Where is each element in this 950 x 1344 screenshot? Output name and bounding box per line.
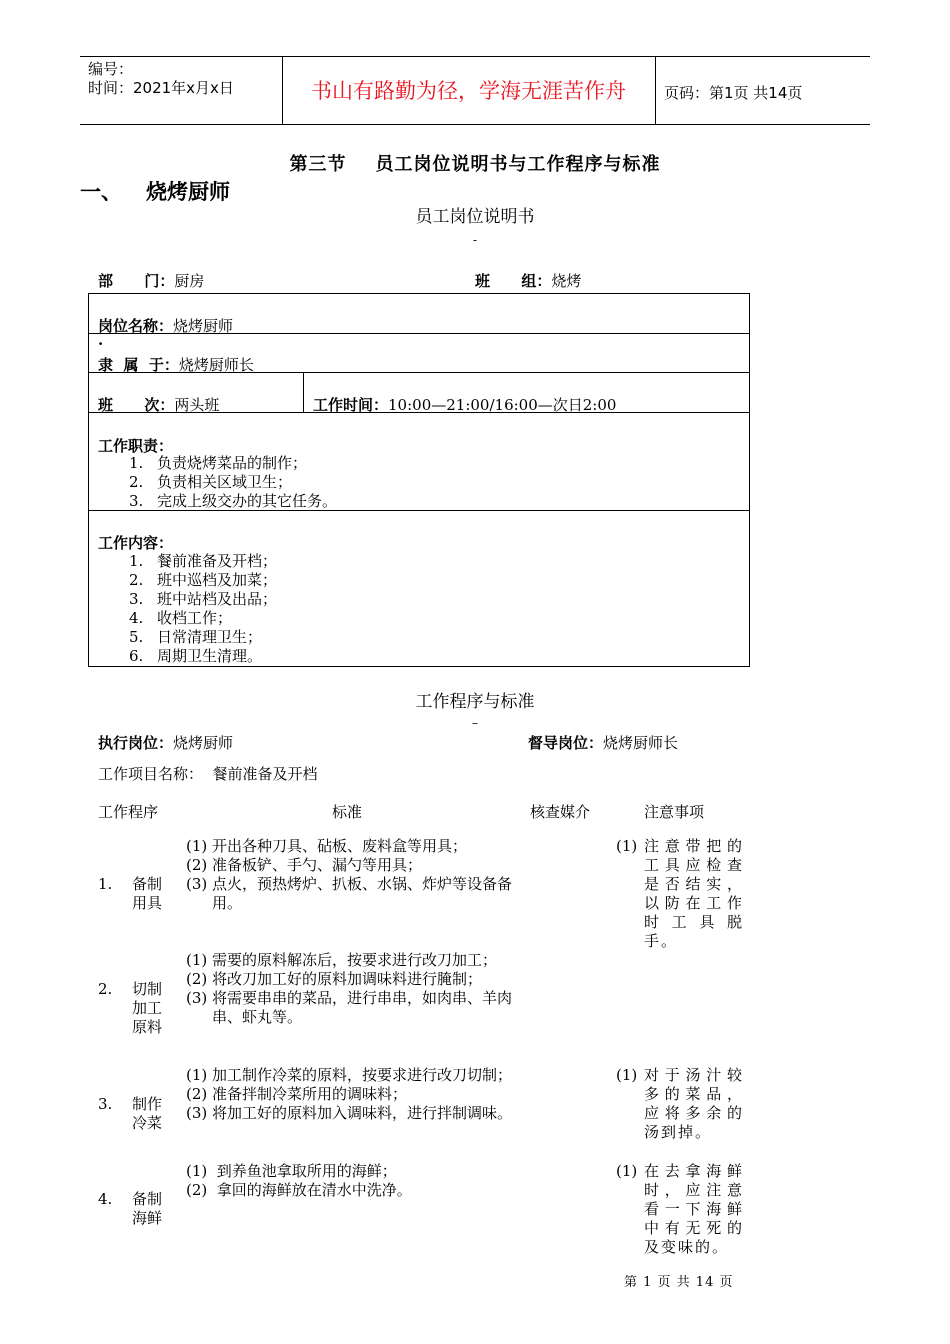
step-standards bbox=[186, 951, 516, 1027]
department-row bbox=[98, 270, 204, 291]
list-item: 2. 班中巡档及加菜； bbox=[129, 571, 278, 589]
list-item: (1) 到养鱼池拿取所用的海鲜； bbox=[186, 1162, 397, 1180]
list-item: 4. 收档工作； bbox=[129, 609, 233, 627]
exec-value: 烧烤厨师 bbox=[173, 734, 234, 752]
department-label: 部 门： bbox=[98, 272, 175, 290]
sub-heading-text: 烧烤厨师 bbox=[146, 180, 230, 204]
step-standards bbox=[186, 837, 516, 913]
header-divider bbox=[655, 56, 656, 124]
report-value: 烧烤厨师长 bbox=[178, 356, 254, 374]
table-cell-divider bbox=[303, 373, 304, 412]
header-page-number: 页码：第1页 共14页 bbox=[664, 84, 803, 102]
header-bottom-rule bbox=[80, 124, 870, 125]
page-footer: 第 1 页 共 14 页 bbox=[624, 1275, 734, 1290]
worktime-row bbox=[313, 394, 616, 415]
post-row bbox=[98, 315, 233, 336]
department-value: 厨房 bbox=[174, 272, 205, 290]
step-note: (1) 对于汤汁较多的菜品，应将多余的汤到掉。 bbox=[616, 1066, 744, 1141]
team-label: 班 组： bbox=[475, 272, 552, 290]
list-item: 6. 周期卫生清理。 bbox=[129, 647, 263, 665]
content-list bbox=[129, 552, 277, 666]
stray-dot: . bbox=[98, 331, 104, 349]
list-item: 3. 班中站档及出品； bbox=[129, 590, 278, 608]
shift-value: 两头班 bbox=[174, 396, 220, 414]
worktime-label: 工作时间： bbox=[313, 396, 389, 414]
step-name: 备制海鲜 bbox=[132, 1190, 163, 1227]
header-meta bbox=[88, 60, 234, 98]
step-number: 1. bbox=[98, 875, 113, 893]
step-standards bbox=[186, 1162, 516, 1200]
work-item-name: 工作项目名称： 餐前准备及开档 bbox=[98, 765, 318, 783]
list-item: 1. 餐前准备及开档； bbox=[129, 552, 278, 570]
team-row bbox=[475, 270, 581, 291]
list-item: (3) 将加工好的原料加入调味料，进行拌制调味。 bbox=[186, 1104, 513, 1122]
post-value: 烧烤厨师 bbox=[173, 317, 234, 335]
list-item: 3. 完成上级交办的其它任务。 bbox=[129, 492, 338, 510]
col-header-notes: 注意事项 bbox=[644, 803, 705, 821]
header-motto: 书山有路勤为径，学海无涯苦作舟 bbox=[311, 79, 626, 103]
list-item: (1) 开出各种刀具、砧板、废料盒等用具； bbox=[186, 837, 468, 855]
list-item: (2) 将改刀加工好的原料加调味料进行腌制； bbox=[186, 970, 483, 988]
list-item: 1. 负责烧烤菜品的制作； bbox=[129, 454, 308, 472]
list-item: (3) 点火，预热烤炉、扒板、水锅、炸炉等设备备用。 bbox=[186, 875, 513, 912]
step-name: 制作冷菜 bbox=[132, 1095, 163, 1132]
header-number: 编号： bbox=[88, 60, 134, 78]
exec-position bbox=[98, 732, 233, 753]
step-number: 2. bbox=[98, 980, 113, 998]
procedure-title: 工作程序与标准 bbox=[415, 692, 535, 712]
col-header-check-media: 核查媒介 bbox=[530, 803, 591, 821]
job-info-table bbox=[88, 293, 750, 667]
title-dash: – bbox=[472, 716, 478, 730]
step-note: (1) 注意带把的工具应检查是否结实，以防在工作时工具脱手。 bbox=[616, 837, 744, 950]
list-item: 5. 日常清理卫生； bbox=[129, 628, 263, 646]
step-number: 3. bbox=[98, 1095, 113, 1113]
sup-label: 督导岗位： bbox=[528, 734, 604, 752]
worktime-value: 10:00—21:00/16:00—次日2:00 bbox=[388, 396, 617, 414]
exec-label: 执行岗位： bbox=[98, 734, 174, 752]
content-label: 工作内容： bbox=[98, 534, 174, 552]
col-header-procedure: 工作程序 bbox=[98, 803, 159, 821]
header-time: 时间：2021年x月x日 bbox=[88, 79, 234, 97]
supervisor-position bbox=[528, 732, 678, 753]
post-label: 岗位名称： bbox=[98, 317, 174, 335]
shift-row bbox=[98, 394, 219, 415]
sub-heading-number: 一、 bbox=[80, 180, 122, 204]
title-dash: - bbox=[472, 233, 478, 247]
team-value: 烧烤 bbox=[551, 272, 582, 290]
list-item: (1) 需要的原料解冻后，按要求进行改刀加工； bbox=[186, 951, 498, 969]
list-item: (2) 准备板铲、手勺、漏勺等用具； bbox=[186, 856, 423, 874]
col-header-standard: 标准 bbox=[332, 803, 363, 821]
list-item: (1) 加工制作冷菜的原料，按要求进行改刀切制； bbox=[186, 1066, 513, 1084]
list-item: (3) 将需要串串的菜品，进行串串，如肉串、羊肉串、虾丸等。 bbox=[186, 989, 513, 1026]
report-row bbox=[98, 354, 254, 375]
duties-list bbox=[129, 454, 337, 511]
list-item: (2) 准备拌制冷菜所用的调味料； bbox=[186, 1085, 408, 1103]
duties-label: 工作职责： bbox=[98, 437, 174, 455]
step-name: 备制用具 bbox=[132, 875, 163, 912]
step-name: 切制加工原料 bbox=[132, 980, 163, 1036]
shift-label: 班 次： bbox=[98, 396, 175, 414]
list-item: (2) 拿回的海鲜放在清水中洗净。 bbox=[186, 1181, 412, 1199]
report-label: 隶 属 于： bbox=[98, 356, 179, 374]
job-description-title: 员工岗位说明书 bbox=[415, 207, 535, 227]
step-number: 4. bbox=[98, 1190, 113, 1208]
step-standards bbox=[186, 1066, 516, 1123]
section-title: 第三节 员工岗位说明书与工作程序与标准 bbox=[289, 154, 661, 175]
list-item: 2. 负责相关区域卫生； bbox=[129, 473, 293, 491]
step-note: (1) 在去拿海鲜时，应注意看一下海鲜中有无死的及变味的。 bbox=[616, 1162, 744, 1256]
sup-value: 烧烤厨师长 bbox=[603, 734, 679, 752]
